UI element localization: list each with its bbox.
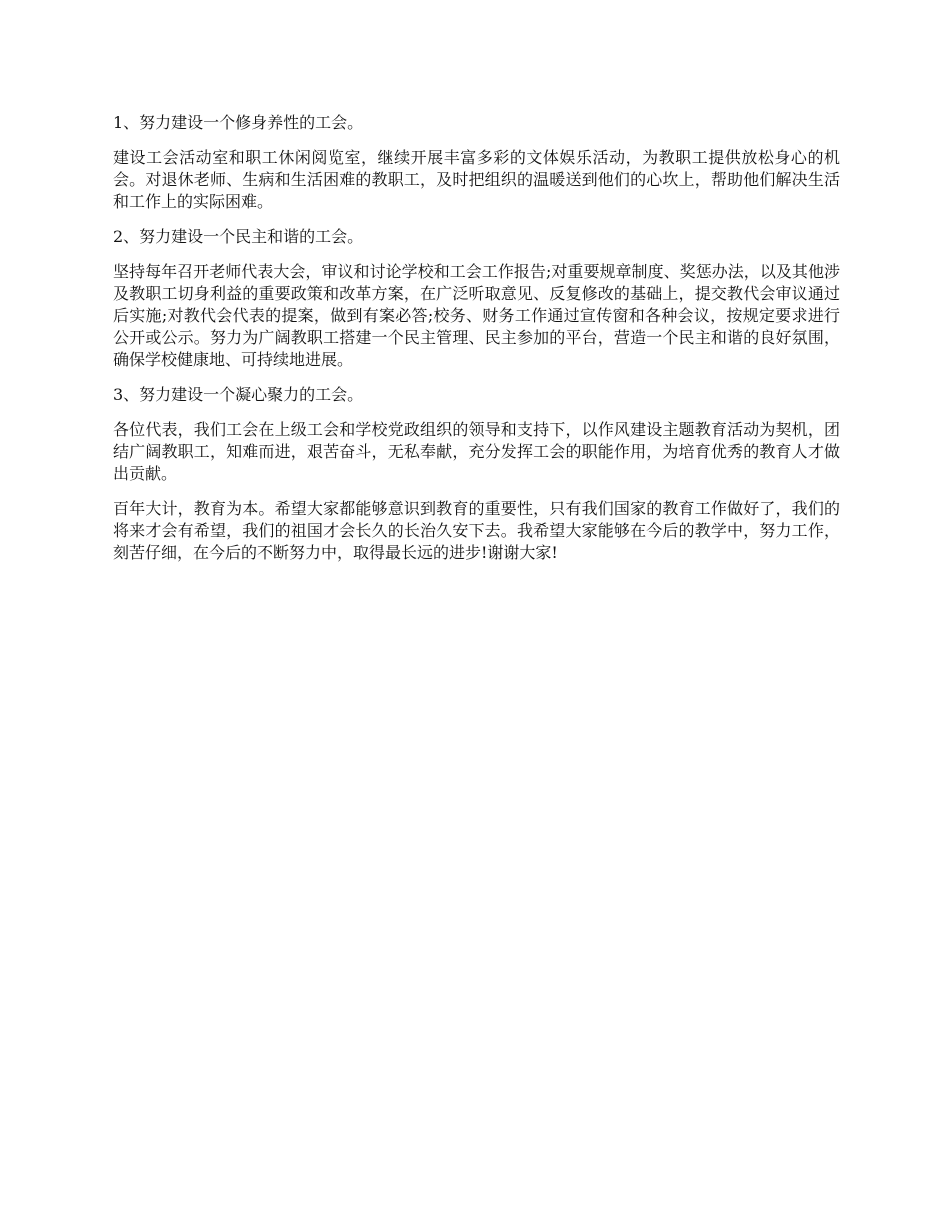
paragraph-2: 坚持每年召开老师代表大会，审议和讨论学校和工会工作报告;对重要规章制度、奖惩办法，以及其他涉及教职工切身利益的重要政策和改革方案，在广泛听取意见、反复修改的基础上，提交教代会审议通过后实施;对教代会代表的提案，做到有案必答;校务、财务工作通过宣传窗和各种会议，按规定要求进行公开或公示。努力为广阔教职工搭建一个民主管理、民主参加的平台，营造一个民主和谐的良好氛围，确保学校健康地、可持续地进展。 [113, 262, 840, 369]
document-body [113, 112, 840, 577]
paragraph-1: 建设工会活动室和职工休闲阅览室，继续开展丰富多彩的文体娱乐活动，为教职工提供放松身心的机会。对退休老师、生病和生活困难的教职工，及时把组织的温暖送到他们的心坎上，帮助他们解决生活和工作上的实际困难。 [113, 148, 840, 211]
heading-1: 1、努力建设一个修身养性的工会。 [113, 113, 364, 132]
paragraph-4: 百年大计，教育为本。希望大家都能够意识到教育的重要性，只有我们国家的教育工作做好了，我们的将来才会有希望，我们的祖国才会长久的长治久安下去。我希望大家能够在今后的教学中，努力工作，刻苦仔细，在今后的不断努力中，取得最长远的进步!谢谢大家! [113, 499, 840, 562]
paragraph-3: 各位代表，我们工会在上级工会和学校党政组织的领导和支持下，以作风建设主题教育活动为契机，团结广阔教职工，知难而进，艰苦奋斗，无私奉献，充分发挥工会的职能作用，为培育优秀的教育人才做出贡献。 [113, 420, 840, 483]
heading-2: 2、努力建设一个民主和谐的工会。 [113, 227, 364, 246]
heading-3: 3、努力建设一个凝心聚力的工会。 [113, 385, 364, 404]
